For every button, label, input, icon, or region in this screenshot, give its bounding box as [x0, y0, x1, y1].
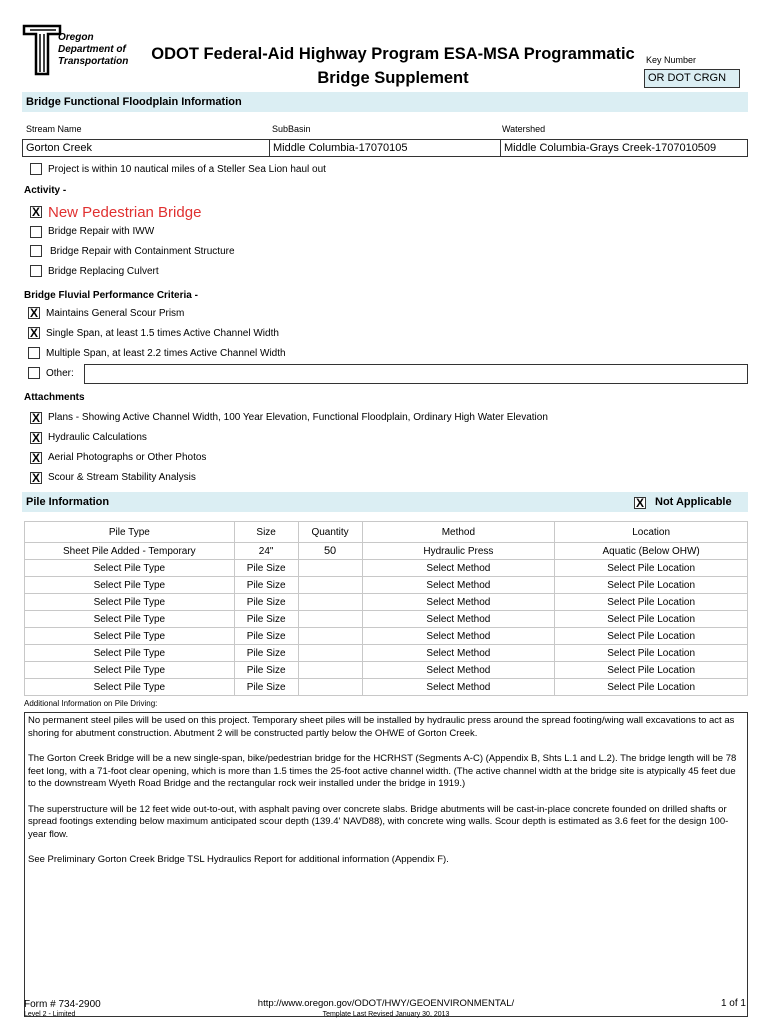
pile-quantity-field[interactable] — [298, 662, 362, 679]
criteria-checkbox-single-span[interactable]: X — [29, 326, 38, 340]
additional-info-textarea[interactable] — [24, 712, 748, 1017]
table-row — [25, 628, 748, 645]
pile-location-select[interactable]: Select Pile Location — [555, 662, 748, 679]
logo-text-line1: Oregon — [58, 32, 94, 43]
table-row — [25, 594, 748, 611]
attachment-label-scour-analysis: Scour & Stream Stability Analysis — [48, 472, 196, 483]
watershed-label: Watershed — [502, 124, 546, 134]
pile-size-select[interactable]: Pile Size — [234, 611, 298, 628]
pile-location-select[interactable]: Select Pile Location — [555, 679, 748, 696]
odot-logo — [22, 22, 134, 78]
activity-checkbox-new-pedestrian-bridge[interactable]: X — [31, 205, 40, 219]
logo-text-line3: Transportation — [58, 56, 129, 67]
pile-type-select[interactable]: Select Pile Type — [25, 679, 235, 696]
pile-method-select[interactable]: Select Method — [362, 679, 555, 696]
pile-section-title: Pile Information — [26, 496, 110, 508]
pile-method-select[interactable]: Select Method — [362, 645, 555, 662]
pile-quantity-field[interactable] — [298, 594, 362, 611]
notes-paragraph: The Gorton Creek Bridge will be a new single-span, bike/pedestrian bridge for the HCRHST (Segments A-C) (Appendix B, Shts L.1 and L.2). The bridge length will be 78 feet long, with a 71-foot clear opening, which is more than 1.5 times the 25-foot active channel width. (The active channel width at the bridge site is atypically 45 feet due to the downstream Wyeth Road Bridge and the rectangular rock weir installed under the bridge in 1919.) — [28, 753, 737, 789]
criteria-label-single-span: Single Span, at least 1.5 times Active Channel Width — [46, 328, 279, 339]
pile-size-select[interactable]: Pile Size — [234, 662, 298, 679]
footer-url[interactable]: http://www.oregon.gov/ODOT/HWY/GEOENVIRONMENTAL/ — [257, 998, 515, 1009]
activity-label-bridge-replacing-culvert: Bridge Replacing Culvert — [48, 266, 159, 277]
criteria-checkbox-scour-prism[interactable]: X — [29, 306, 38, 320]
pile-method-select[interactable]: Select Method — [362, 594, 555, 611]
table-row — [25, 543, 748, 560]
criteria-checkbox-multiple-span[interactable] — [28, 347, 40, 359]
pile-quantity-field[interactable] — [298, 577, 362, 594]
criteria-title: Bridge Fluvial Performance Criteria - — [24, 290, 198, 301]
pile-type-select[interactable]: Select Pile Type — [25, 628, 235, 645]
page-title-line2: Bridge Supplement — [317, 69, 469, 87]
additional-info-label: Additional Information on Pile Driving: — [24, 699, 158, 708]
subbasin-field[interactable]: Middle Columbia-17070105 — [269, 139, 501, 157]
criteria-label-scour-prism: Maintains General Scour Prism — [46, 308, 185, 319]
pile-not-applicable-label: Not Applicable — [655, 496, 732, 508]
table-row — [25, 662, 748, 679]
pile-table-header — [25, 522, 748, 543]
pile-method-select[interactable]: Select Method — [362, 560, 555, 577]
form-number: Form # 734-2900 — [24, 999, 101, 1010]
pile-quantity-field[interactable] — [298, 628, 362, 645]
pile-table — [24, 521, 748, 696]
pile-method-select[interactable]: Select Method — [362, 662, 555, 679]
pile-type-select[interactable]: Select Pile Type — [25, 560, 235, 577]
footer-revised: Template Last Revised January 30, 2013 — [322, 1011, 450, 1018]
attachment-checkbox-aerial-photos[interactable]: X — [31, 451, 40, 465]
table-row — [25, 577, 748, 594]
attachment-checkbox-scour-analysis[interactable]: X — [31, 471, 40, 485]
page-number: 1 of 1 — [720, 998, 746, 1009]
attachment-label-hydraulic-calculations: Hydraulic Calculations — [48, 432, 147, 443]
activity-label-new-pedestrian-bridge: New Pedestrian Bridge — [48, 204, 202, 221]
odot-logo-icon — [22, 22, 62, 78]
pile-location-select[interactable]: Select Pile Location — [555, 628, 748, 645]
form-level: Level 2 - Limited — [24, 1011, 76, 1018]
page-title — [148, 42, 638, 90]
pile-size-select[interactable]: Pile Size — [234, 560, 298, 577]
pile-quantity-field[interactable] — [298, 611, 362, 628]
pile-not-applicable-checkbox[interactable]: X — [635, 496, 644, 510]
pile-col-type: Pile Type — [25, 522, 235, 543]
attachment-label-plans: Plans - Showing Active Channel Width, 100 Year Elevation, Functional Floodplain, Ordinary High Water Elevation — [48, 412, 548, 423]
pile-type-select[interactable]: Select Pile Type — [25, 611, 235, 628]
attachment-checkbox-plans[interactable]: X — [31, 411, 40, 425]
pile-quantity-field[interactable] — [298, 679, 362, 696]
pile-method-select[interactable]: Select Method — [362, 577, 555, 594]
attachments-title: Attachments — [24, 392, 85, 403]
pile-method-select[interactable]: Select Method — [362, 611, 555, 628]
key-number-label: Key Number — [646, 55, 697, 65]
pile-size-select[interactable]: Pile Size — [234, 628, 298, 645]
pile-size-select[interactable]: 24" — [234, 543, 298, 560]
pile-method-select[interactable]: Select Method — [362, 628, 555, 645]
pile-location-select[interactable]: Select Pile Location — [555, 594, 748, 611]
notes-paragraph: The superstructure will be 12 feet wide out-to-out, with asphalt paving over concrete slabs. Bridge abutments will be cast-in-place concrete founded on drilled shafts or spread footings extending below maximum anticipated scour depth (139.4' NAVD88), with concrete wing walls. Scour depth is estimated as 3.6 feet for the design 100-year flow. — [28, 803, 729, 840]
activity-label-bridge-repair-containment: Bridge Repair with Containment Structure — [50, 246, 235, 257]
pile-quantity-field[interactable]: 50 — [298, 543, 362, 560]
activity-title: Activity - — [24, 185, 67, 196]
table-row — [25, 611, 748, 628]
pile-type-select[interactable]: Select Pile Type — [25, 594, 235, 611]
pile-size-select[interactable]: Pile Size — [234, 645, 298, 662]
activity-label-bridge-repair-iww: Bridge Repair with IWW — [48, 226, 155, 237]
attachment-label-aerial-photos: Aerial Photographs or Other Photos — [48, 452, 207, 463]
pile-method-select[interactable]: Hydraulic Press — [362, 543, 555, 560]
pile-location-select[interactable]: Select Pile Location — [555, 577, 748, 594]
criteria-checkbox-other[interactable] — [28, 367, 40, 379]
logo-text-line2: Department of — [58, 44, 126, 55]
pile-col-quantity: Quantity — [298, 522, 362, 543]
table-row — [25, 645, 748, 662]
pile-col-method: Method — [362, 522, 555, 543]
pile-location-select[interactable]: Select Pile Location — [555, 645, 748, 662]
pile-size-select[interactable]: Pile Size — [234, 594, 298, 611]
page-title-line1: ODOT Federal-Aid Highway Program ESA-MSA Programmatic — [151, 45, 635, 63]
sea-lion-label: Project is within 10 nautical miles of a Steller Sea Lion haul out — [48, 164, 326, 175]
stream-name-label: Stream Name — [26, 124, 82, 134]
pile-col-size: Size — [234, 522, 298, 543]
pile-quantity-field[interactable] — [298, 645, 362, 662]
notes-paragraph: No permanent steel piles will be used on this project. Temporary sheet piles will be installed by hydraulic press around the spread footing/wing wall excavations to act as shoring for abutment construction. Abutment 2 will be constructed partly below the OHWE of Gorton Creek. — [28, 715, 735, 739]
pile-size-select[interactable]: Pile Size — [234, 679, 298, 696]
key-number-field[interactable]: OR DOT CRGN — [644, 69, 740, 88]
criteria-label-multiple-span: Multiple Span, at least 2.2 times Active Channel Width — [46, 348, 286, 359]
activity-checkbox-bridge-repair-iww[interactable] — [30, 226, 42, 238]
pile-type-select[interactable]: Sheet Pile Added - Temporary — [25, 543, 235, 560]
activity-checkbox-bridge-repair-containment[interactable] — [30, 245, 42, 257]
pile-location-select[interactable]: Select Pile Location — [555, 611, 748, 628]
table-row — [25, 679, 748, 696]
activity-checkbox-bridge-replacing-culvert[interactable] — [30, 265, 42, 277]
pile-location-select[interactable]: Aquatic (Below OHW) — [555, 543, 748, 560]
floodplain-section-title: Bridge Functional Floodplain Information — [26, 96, 242, 108]
notes-paragraph: See Preliminary Gorton Creek Bridge TSL Hydraulics Report for additional information (Appendix F). — [28, 854, 449, 865]
stream-name-field[interactable]: Gorton Creek — [22, 139, 270, 157]
pile-location-select[interactable]: Select Pile Location — [555, 560, 748, 577]
table-row — [25, 560, 748, 577]
criteria-label-other: Other: — [46, 368, 74, 379]
pile-size-select[interactable]: Pile Size — [234, 577, 298, 594]
pile-col-location: Location — [555, 522, 748, 543]
pile-quantity-field[interactable] — [298, 560, 362, 577]
pile-type-select[interactable]: Select Pile Type — [25, 662, 235, 679]
pile-type-select[interactable]: Select Pile Type — [25, 577, 235, 594]
criteria-other-field[interactable] — [84, 364, 748, 384]
sea-lion-checkbox[interactable] — [30, 163, 42, 175]
attachment-checkbox-hydraulic-calculations[interactable]: X — [31, 431, 40, 445]
watershed-field[interactable]: Middle Columbia-Grays Creek-1707010509 — [500, 139, 748, 157]
subbasin-label: SubBasin — [272, 124, 311, 134]
pile-type-select[interactable]: Select Pile Type — [25, 645, 235, 662]
